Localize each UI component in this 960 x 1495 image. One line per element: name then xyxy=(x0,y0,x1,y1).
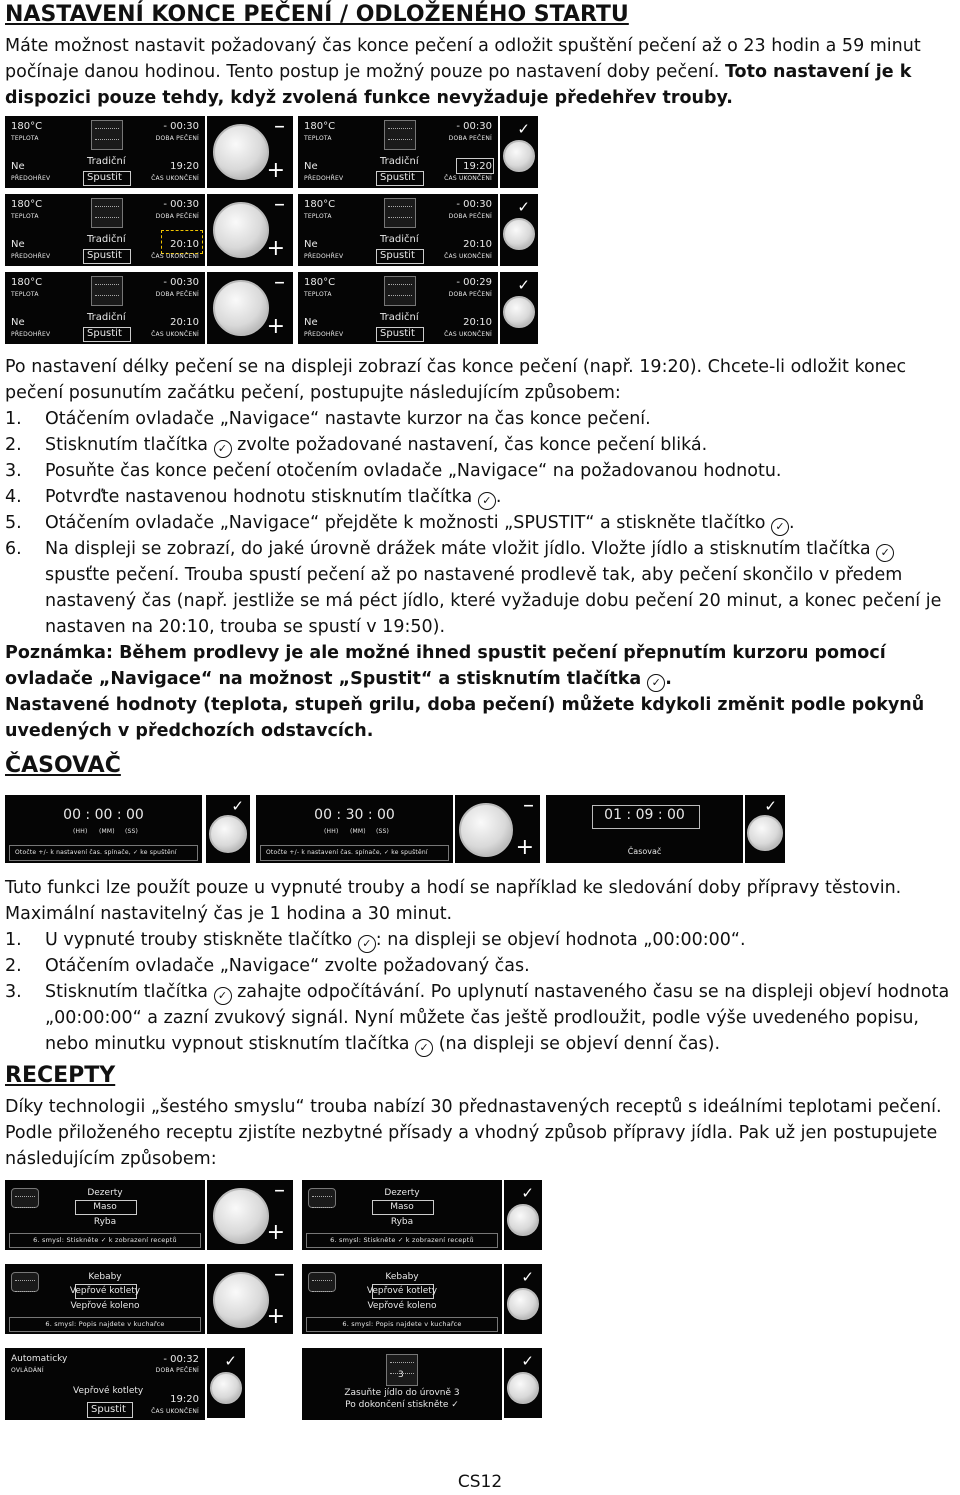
timer-hint: Otočte +/- k nastavení čas. spínače, ✓ ke spuštění xyxy=(15,849,177,856)
check-icon: ✓ xyxy=(521,1268,534,1286)
timer-value: 00 : 00 : 00 xyxy=(63,807,144,823)
duration-value: - 00:30 xyxy=(163,277,199,288)
minus-icon: – xyxy=(274,270,285,295)
check-icon: ✓ xyxy=(517,198,530,216)
function-value: Tradiční xyxy=(87,156,126,167)
navigation-knob[interactable] xyxy=(207,116,293,188)
end-time-value: 20:10 xyxy=(170,239,199,250)
ss-label: (SS) xyxy=(376,828,390,835)
hh-label: (HH) xyxy=(73,828,88,835)
recipe-hint: 6. smysl: Stiskněte ✓ k zobrazení receptů xyxy=(33,1236,177,1244)
temperature-value: 180°C xyxy=(11,121,43,132)
dish-value: Vepřové kotlety xyxy=(73,1386,144,1396)
duration-label: DOBA PEČENÍ xyxy=(448,135,492,142)
oven-icon xyxy=(91,198,123,228)
start-option: Spustit xyxy=(87,172,122,183)
duration-label: DOBA PEČENÍ xyxy=(155,291,199,298)
preheat-label: PŘEDOHŘEV xyxy=(304,331,344,338)
knob-dial[interactable] xyxy=(209,815,247,853)
recipe-item: Ryba xyxy=(390,1217,414,1227)
mm-label: (MM) xyxy=(350,828,366,835)
duration-label: DOBA PEČENÍ xyxy=(448,213,492,220)
timer-step-2: 2. Otáčením ovladače „Navigace“ zvolte požadovaný čas. xyxy=(5,956,530,976)
end-time-value: 20:10 xyxy=(463,317,492,328)
recipe-item: Maso xyxy=(93,1202,117,1212)
check-icon: ✓ xyxy=(358,935,376,953)
section-title-timer: ČASOVAČ xyxy=(5,753,121,778)
preheat-label: PŘEDOHŘEV xyxy=(11,175,51,182)
navigation-knob[interactable] xyxy=(207,1264,293,1334)
timer-display xyxy=(546,795,743,863)
temperature-label: TEPLOTA xyxy=(304,135,332,142)
hh-label: (HH) xyxy=(324,828,339,835)
recipe-display xyxy=(5,1264,205,1334)
minus-icon: – xyxy=(274,1178,285,1203)
knob-dial[interactable] xyxy=(507,1288,539,1320)
end-time-value: 19:20 xyxy=(170,1394,199,1405)
recipe-item: Dezerty xyxy=(384,1188,420,1198)
check-icon: ✓ xyxy=(764,797,777,815)
confirm-knob[interactable] xyxy=(500,116,538,188)
recipe-item: Ryba xyxy=(93,1217,117,1227)
level-instruction: Zasuňte jídlo do úrovně 3 xyxy=(344,1388,460,1398)
oven-display xyxy=(5,272,205,344)
recipe-item: Vepřové koleno xyxy=(367,1301,437,1311)
timer-label: Časovač xyxy=(627,847,662,856)
after-setting-paragraph: Po nastavení délky pečení se na displeji zobrazí čas konce pečení (např. 19:20). Chcete-li odložit konec pečení posunutím začátku pečení, postupujte následujícím způsobem: xyxy=(5,357,907,403)
intro-paragraph: Máte možnost nastavit požadovaný čas konce pečení a odložit spuštění pečení až o 23 hodin a 59 minut počínaje danou hodinou. Tento postup je možný pouze po nastavení doby pečení. Toto nastavení je k dispozici pouze tehdy, když zvolená funkce nevyžaduje předehřev trouby. xyxy=(5,36,921,108)
function-value: Tradiční xyxy=(87,312,126,323)
knob-dial[interactable] xyxy=(503,218,535,250)
minus-icon: – xyxy=(523,793,534,818)
knob-dial[interactable] xyxy=(213,1272,269,1328)
navigation-knob[interactable] xyxy=(207,272,293,344)
confirm-knob[interactable] xyxy=(504,1348,542,1418)
duration-value: - 00:30 xyxy=(456,121,492,132)
preheat-value: Ne xyxy=(304,239,318,250)
oven-display xyxy=(298,272,498,344)
duration-label: DOBA PEČENÍ xyxy=(155,1367,199,1374)
confirm-knob[interactable] xyxy=(207,1348,245,1418)
check-icon: ✓ xyxy=(224,1352,237,1370)
oven-icon xyxy=(91,276,123,306)
confirm-knob[interactable] xyxy=(745,795,785,863)
temperature-label: TEPLOTA xyxy=(304,213,332,220)
end-time-label: ČAS UKONČENÍ xyxy=(444,175,492,182)
section-title-recipes: RECEPTY xyxy=(5,1063,116,1088)
confirm-knob[interactable] xyxy=(504,1264,542,1334)
control-mode-label: OVLÁDÁNÍ xyxy=(11,1367,44,1374)
finish-instruction: Po dokončení stiskněte ✓ xyxy=(345,1400,459,1410)
plus-icon: + xyxy=(266,314,285,339)
page-number: CS12 xyxy=(457,1472,503,1492)
preheat-value: Ne xyxy=(304,317,318,328)
duration-label: DOBA PEČENÍ xyxy=(448,291,492,298)
knob-dial[interactable] xyxy=(459,803,513,857)
plus-icon: + xyxy=(266,158,285,183)
level-display xyxy=(302,1348,502,1420)
step-3: 3. Posuňte čas konce pečení otočením ovladače „Navigace“ na požadovanou hodnotu. xyxy=(5,461,782,481)
duration-value: - 00:30 xyxy=(163,199,199,210)
recipe-item: Vepřové kotlety xyxy=(69,1286,141,1296)
knob-dial[interactable] xyxy=(213,202,269,258)
oven-icon xyxy=(91,120,123,150)
check-icon: ✓ xyxy=(521,1184,534,1202)
plus-icon: + xyxy=(266,236,285,261)
preheat-value: Ne xyxy=(11,317,25,328)
check-icon: ✓ xyxy=(771,518,789,536)
function-value: Tradiční xyxy=(380,234,419,245)
navigation-knob[interactable] xyxy=(207,194,293,266)
timer-paragraph: Tuto funkci lze použít pouze u vypnuté trouby a hodí se například ke sledování doby přípravy těstovin. Maximální nastavitelný čas je 1 hodina a 30 minut. xyxy=(5,878,902,924)
oven-display xyxy=(298,116,498,188)
timer-display xyxy=(5,795,202,863)
temperature-label: TEPLOTA xyxy=(304,291,332,298)
check-icon: ✓ xyxy=(876,544,894,562)
duration-label: DOBA PEČENÍ xyxy=(155,135,199,142)
section-title-end-of-cooking: NASTAVENÍ KONCE PEČENÍ / ODLOŽENÉHO STARTU xyxy=(5,2,629,27)
duration-value: - 00:30 xyxy=(456,199,492,210)
timer-hint: Otočte +/- k nastavení čas. spínače, ✓ ke spuštění xyxy=(266,849,428,856)
preheat-label: PŘEDOHŘEV xyxy=(304,175,344,182)
confirm-knob[interactable] xyxy=(500,272,538,344)
plus-icon: + xyxy=(266,1304,285,1329)
navigation-knob[interactable] xyxy=(455,795,540,863)
start-option: Spustit xyxy=(380,172,415,183)
function-value: Tradiční xyxy=(380,156,419,167)
end-time-label: ČAS UKONČENÍ xyxy=(151,175,199,182)
recipe-hint: 6. smysl: Popis najdete v kuchařce xyxy=(45,1320,165,1328)
recipe-hint: 6. smysl: Stiskněte ✓ k zobrazení receptů xyxy=(330,1236,474,1244)
check-icon: ✓ xyxy=(415,1039,433,1057)
preheat-label: PŘEDOHŘEV xyxy=(304,253,344,260)
check-icon: ✓ xyxy=(478,492,496,510)
temperature-value: 180°C xyxy=(11,277,43,288)
function-value: Tradiční xyxy=(87,234,126,245)
start-option: Spustit xyxy=(87,328,122,339)
check-icon: ✓ xyxy=(517,276,530,294)
knob-dial[interactable] xyxy=(507,1204,539,1236)
recipe-display xyxy=(5,1180,205,1250)
recipe-display xyxy=(5,1348,205,1420)
minus-icon: – xyxy=(274,114,285,139)
oven-display xyxy=(5,194,205,266)
level-number: 3 xyxy=(398,1370,404,1380)
check-icon: ✓ xyxy=(214,440,232,458)
navigation-knob[interactable] xyxy=(207,1180,293,1250)
timer-step-3: 3. Stisknutím tlačítka ✓ zahajte odpočítávání. Po uplynutí nastaveného času se na displeji objeví hodnota „00:00:00“ a zazní zvukový signál. Nyní můžete čas ještě prodloužit, podle výše uvedeného popisu, nebo minutku vypnout stisknutím tlačítka ✓ (na displeji se objeví denní čas). xyxy=(5,979,960,1057)
minus-icon: – xyxy=(274,192,285,217)
temperature-value: 180°C xyxy=(304,121,336,132)
check-icon: ✓ xyxy=(214,987,232,1005)
note-paragraph-2: Nastavené hodnoty (teplota, stupeň grilu, doba pečení) můžete kdykoli změnit podle pokynů uvedených v předchozích odstavcích. xyxy=(5,695,925,741)
minus-icon: – xyxy=(274,1262,285,1287)
step-1: 1. Otáčením ovladače „Navigace“ nastavte kurzor na čas konce pečení. xyxy=(5,409,651,429)
knob-dial[interactable] xyxy=(210,1372,242,1404)
timer-value: 00 : 30 : 00 xyxy=(314,807,395,823)
knob-dial[interactable] xyxy=(213,124,269,180)
end-time-value: 20:10 xyxy=(170,317,199,328)
preheat-label: PŘEDOHŘEV xyxy=(11,331,51,338)
knob-dial[interactable] xyxy=(503,140,535,172)
duration-value: - 00:30 xyxy=(163,121,199,132)
timer-step-1: 1. U vypnuté trouby stiskněte tlačítko ✓ : na displeji se objeví hodnota „00:00:00“. xyxy=(5,927,960,953)
oven-display xyxy=(298,194,498,266)
end-time-label: ČAS UKONČENÍ xyxy=(444,331,492,338)
recipe-item: Maso xyxy=(390,1202,414,1212)
recipe-item: Dezerty xyxy=(87,1188,123,1198)
temperature-label: TEPLOTA xyxy=(11,291,39,298)
timer-display xyxy=(256,795,453,863)
preheat-value: Ne xyxy=(11,239,25,250)
end-time-value: 19:20 xyxy=(170,161,199,172)
duration-value: - 00:29 xyxy=(456,277,492,288)
knob-dial[interactable] xyxy=(213,1188,269,1244)
confirm-knob[interactable] xyxy=(504,1180,542,1250)
recipe-hint: 6. smysl: Popis najdete v kuchařce xyxy=(342,1320,462,1328)
step-4: 4. Potvrďte nastavenou hodnotu stisknutím tlačítka ✓ . xyxy=(5,484,960,510)
oven-icon xyxy=(384,198,416,228)
end-time-label: ČAS UKONČENÍ xyxy=(151,331,199,338)
end-time-label: ČAS UKONČENÍ xyxy=(151,1408,199,1415)
step-5: 5. Otáčením ovladače „Navigace“ přejděte k možnosti „SPUSTIT“ a stiskněte tlačítko ✓ . xyxy=(5,510,960,536)
recipe-item: Kebaby xyxy=(385,1272,419,1282)
recipe-display xyxy=(302,1264,502,1334)
ss-label: (SS) xyxy=(125,828,139,835)
end-time-label: ČAS UKONČENÍ xyxy=(151,253,199,260)
function-value: Tradiční xyxy=(380,312,419,323)
end-time-label: ČAS UKONČENÍ xyxy=(444,253,492,260)
note-paragraph: Poznámka: Během prodlevy je ale možné ihned spustit pečení přepnutím kurzoru pomocí ovladače „Navigace“ na možnost „Spustit“ a stisknutím tlačítka ✓ . xyxy=(5,640,960,692)
check-icon: ✓ xyxy=(231,797,244,815)
check-icon: ✓ xyxy=(521,1352,534,1370)
knob-dial[interactable] xyxy=(503,296,535,328)
start-option: Spustit xyxy=(91,1404,126,1415)
end-time-value: 20:10 xyxy=(463,239,492,250)
recipe-item: Kebaby xyxy=(88,1272,122,1282)
preheat-value: Ne xyxy=(11,161,25,172)
recipe-display xyxy=(302,1180,502,1250)
recipe-item: Vepřové koleno xyxy=(70,1301,140,1311)
control-mode-value: Automaticky xyxy=(11,1354,68,1364)
mm-label: (MM) xyxy=(99,828,115,835)
start-option: Spustit xyxy=(380,250,415,261)
check-icon: ✓ xyxy=(517,120,530,138)
oven-display xyxy=(5,116,205,188)
knob-dial[interactable] xyxy=(507,1372,539,1404)
temperature-value: 180°C xyxy=(304,199,336,210)
timer-value: 01 : 09 : 00 xyxy=(604,807,685,823)
preheat-value: Ne xyxy=(304,161,318,172)
step-6: 6. Na displeji se zobrazí, do jaké úrovně drážek máte vložit jídlo. Vložte jídlo a stisknutím tlačítka ✓ spusťte pečení. Trouba spustí pečení až po nastavené prodlevě tak, aby pečení skončilo v předem nastavený čas (např. jestliže se má péct jídlo, které vyžaduje dobu pečení 20 minut, a konec pečení je nastaven na 20:10, trouba se spustí v 19:50). xyxy=(5,539,942,637)
temperature-value: 180°C xyxy=(11,199,43,210)
plus-icon: + xyxy=(515,835,534,860)
preheat-label: PŘEDOHŘEV xyxy=(11,253,51,260)
end-time-value: 19:20 xyxy=(463,161,492,172)
recipe-item: Vepřové kotlety xyxy=(366,1286,438,1296)
step-2: 2. Stisknutím tlačítka ✓ zvolte požadované nastavení, čas konce pečení bliká. xyxy=(5,432,960,458)
knob-dial[interactable] xyxy=(747,815,783,851)
temperature-value: 180°C xyxy=(304,277,336,288)
temperature-label: TEPLOTA xyxy=(11,213,39,220)
start-option: Spustit xyxy=(87,250,122,261)
duration-value: - 00:32 xyxy=(163,1354,199,1365)
confirm-knob[interactable] xyxy=(206,795,250,863)
oven-icon xyxy=(384,276,416,306)
start-option: Spustit xyxy=(380,328,415,339)
duration-label: DOBA PEČENÍ xyxy=(155,213,199,220)
recipes-paragraph: Díky technologii „šestého smyslu“ trouba nabízí 30 přednastavených receptů s ideálními teplotami pečení. Podle přiloženého receptu zjistíte nezbytné přísady a vhodný způsob přípravy jídla. Pak už jen postupujete následujícím způsobem: xyxy=(5,1097,942,1169)
temperature-label: TEPLOTA xyxy=(11,135,39,142)
check-icon: ✓ xyxy=(647,674,665,692)
plus-icon: + xyxy=(266,1220,285,1245)
oven-icon xyxy=(384,120,416,150)
confirm-knob[interactable] xyxy=(500,194,538,266)
knob-dial[interactable] xyxy=(213,280,269,336)
